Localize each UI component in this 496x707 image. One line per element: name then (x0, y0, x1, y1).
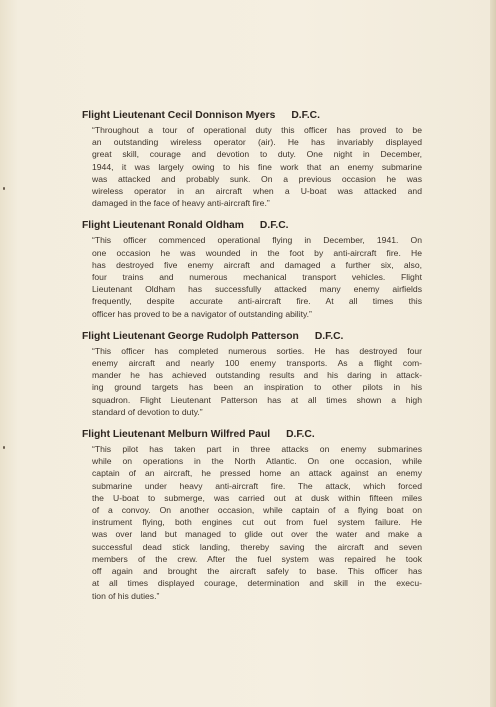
citation-text (92, 124, 422, 209)
citation-line: while on operations in the North Atlantic. On one occasion, while (92, 456, 422, 467)
recipient-name: Flight Lieutenant Cecil Donnison Myers (82, 110, 276, 121)
citation-line: enemy aircraft and nearly 100 enemy transports. As a flight com- (92, 358, 422, 369)
citation-line: was over land but managed to glide out over the water and make a (92, 529, 422, 540)
citation-line: great skill, courage and devotion to duty. One night in December, (92, 149, 422, 160)
citation-line: submarine under heavy anti-aircraft fire. The attack, which forced (92, 480, 422, 491)
citation-line: captain of an aircraft, he pressed home an attack against an enemy (92, 468, 422, 479)
citation-line: “This pilot has taken part in three attacks on enemy submarines (92, 444, 422, 455)
citation-heading (82, 109, 422, 123)
citation-line: 1944, it was largely owing to his fine work that an enemy submarine (92, 161, 422, 172)
citation-line: members of the crew. After the fuel system was repaired he took (92, 553, 422, 564)
citation-line: instrument flying, both engines cut out from fuel system failure. He (92, 517, 422, 528)
citation-line: damaged in the face of heavy anti-aircraft fire.” (92, 198, 270, 209)
paper-speck (3, 446, 5, 449)
citation-line: tion of his duties.” (92, 590, 160, 601)
award-abbreviation: D.F.C. (286, 429, 315, 441)
citation-line: “This officer commenced operational flying in December, 1941. On (92, 235, 422, 246)
citation-line: “This officer has completed numerous sorties. He has destroyed four (92, 345, 422, 356)
recipient-name: Flight Lieutenant George Rudolph Patterson (82, 330, 299, 342)
award-abbreviation: D.F.C. (259, 220, 289, 232)
citation (82, 109, 422, 209)
recipient-name: Flight Lieutenant Melburn Wilfred Paul (82, 429, 271, 441)
citation-line: has destroyed five enemy aircraft and damaged a further six, also, (92, 259, 422, 270)
citation-heading (82, 330, 422, 344)
citation-line: frequently, despite accurate anti-aircraft fire. At all times this (92, 296, 422, 307)
paper-speck (3, 187, 5, 190)
citation-line: squadron. Flight Lieutenant Patterson has at all times shown a high (92, 394, 422, 405)
citation (82, 428, 422, 602)
citation-line: at all times displayed courage, determination and skill in the execu- (92, 578, 422, 589)
citation-line: the U-boat to submerge, was carried out at dusk within fifteen miles (92, 492, 422, 503)
citation-line: wireless operator in an aircraft when a U-boat was attacked and (92, 186, 422, 197)
recipient-name: Flight Lieutenant Ronald Oldham (82, 220, 244, 232)
citation-text (92, 345, 422, 418)
citation-list (82, 109, 422, 602)
page-edge (490, 0, 496, 707)
citation-line: of a convoy. On another occasion, while captain of a flying boat on (92, 505, 422, 516)
citation-line: “Throughout a tour of operational duty this officer has proved to be (92, 125, 422, 135)
citation-line: an outstanding wireless operator (air). He has invariably displayed (92, 137, 422, 148)
award-abbreviation: D.F.C. (291, 110, 320, 121)
citation-text (92, 234, 422, 319)
citation-line: off again and brought the aircraft safely to base. This officer has (92, 566, 422, 577)
citation-line: officer has proved to be a navigator of outstanding ability.” (92, 308, 312, 319)
citation-heading (82, 219, 422, 233)
award-abbreviation: D.F.C. (314, 330, 344, 342)
citation-text (92, 443, 422, 602)
citation-line: four trains and numerous mechanical transport vehicles. Flight (92, 272, 422, 283)
citation-line: successful dead stick landing, thereby saving the aircraft and seven (92, 541, 422, 552)
citation (82, 330, 422, 418)
citation-line: Lieutenant Oldham has successfully attacked many enemy airfields (92, 284, 422, 295)
citation (82, 219, 422, 319)
citation-heading (82, 428, 422, 442)
citation-line: ing ground targets has been an inspiration to other pilots in his (92, 382, 422, 393)
citation-line: one occasion he was wounded in the foot by anti-aircraft fire. He (92, 247, 422, 258)
citation-line: was attacked and probably sunk. On a previous occasion he was (92, 173, 422, 184)
citation-line: mander he has achieved outstanding results and his daring in attack- (92, 370, 422, 381)
citation-line: standard of devotion to duty.” (92, 406, 203, 417)
